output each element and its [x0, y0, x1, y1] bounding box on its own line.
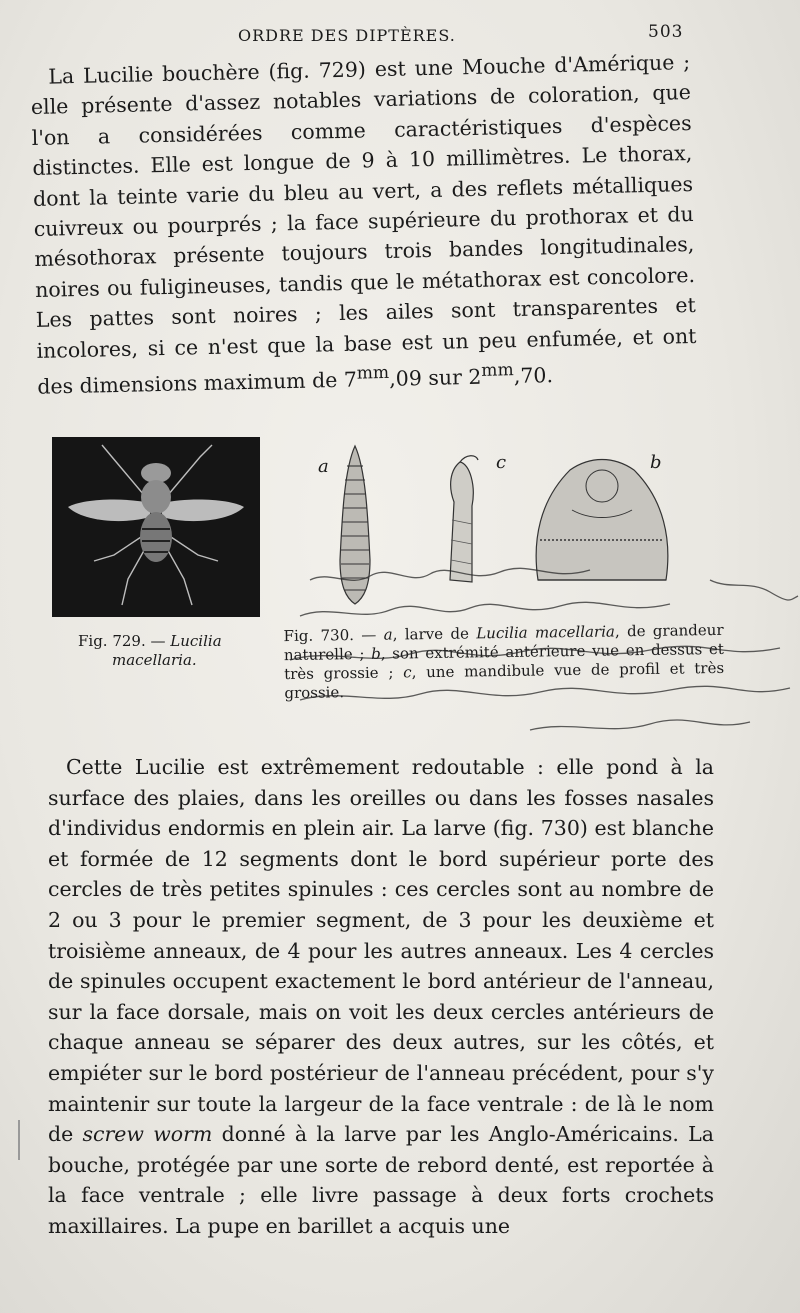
screw-worm-term: screw worm — [82, 1122, 213, 1147]
paragraph-text: ,70. — [513, 363, 554, 388]
paragraph-description — [30, 47, 698, 402]
figure-letter-b: b — [650, 452, 662, 473]
fly-illustration-icon — [52, 437, 260, 617]
caption-text: , de grandeur naturelle ; — [283, 620, 724, 665]
caption-species: Lucilia — [170, 632, 222, 650]
paragraph-text: ,09 sur 2 — [388, 364, 482, 391]
paragraph-text: Cette Lucilie est extrêmement redoutable : elle pond à la surface des plaies, dans les oreilles ou dans les fosses nasales d'individus endormis en plein air. La larve (fig. 730) est blanche et formée de 12 segments dont le bord supérieur porte des cercles de très petites spinules : ces cercles sont au nombre de 2 ou 3 pour le premier segment, de 3 pour les deuxième et troisième anneaux, de 4 pour les autres anneaux. Les 4 cercles de spinules occupent exactement le bord antérieur de l'anneau, sur la face dorsale, mais on voit les deux cercles antérieurs de chaque anneau se séparer des deux autres, sur les côtés, et empiéter sur le bord postérieur de l'anneau précédent, pour s'y maintenir sur toute la largeur de la face ventrale : de là le nom de — [48, 755, 714, 1147]
unit-superscript: mm — [481, 360, 514, 381]
caption-prefix: Fig. 730. — — [283, 625, 384, 646]
fly-photograph — [52, 437, 260, 617]
page-header — [0, 22, 800, 46]
caption-letter: b — [371, 644, 381, 663]
caption-letter: c — [403, 663, 412, 682]
figure-730-caption — [283, 621, 724, 703]
figure-729-caption — [78, 632, 268, 670]
caption-text: , une mandibule vue de profil et très grossie. — [284, 658, 725, 703]
caption-species: Lucilia macellaria — [476, 622, 616, 643]
paragraph-larva — [48, 752, 714, 1242]
page-number: 503 — [648, 22, 684, 42]
paragraph-text: La Lucilie bouchère (fig. 729) est une Mouche d'Amérique ; elle présente d'assez notables variations de coloration, que l'on a considérées comme caractéristiques d'espèces distinctes. Elle est longue de 9 à 10 millimètres. Le thorax, dont la teinte varie du bleu au vert, a des reflets métalliques cuivreux ou pourprés ; la face supérieure du prothorax et du mésothorax présente toujours trois bandes longitudinales, noires ou fuligineuses, tandis que le métathorax est concolore. Les pattes sont noires ; les ailes sont transparentes et incolores, si ce n'est que la base est un peu enfumée, et ont des dimensions maximum de 7 — [30, 50, 697, 399]
mandible-icon — [450, 456, 478, 582]
larva-icon — [340, 446, 370, 604]
caption-text: , son extrémité antérieure vue en dessus et très grossie ; — [284, 639, 724, 684]
unit-superscript: mm — [356, 362, 390, 384]
caption-text: , larve de — [392, 624, 477, 644]
running-title: ORDRE DES DIPTÈRES. — [238, 26, 456, 45]
caption-prefix: Fig. 729. — — [78, 632, 171, 650]
margin-mark — [18, 1120, 20, 1160]
caption-species: macellaria. — [112, 651, 197, 669]
larva-head-icon — [536, 460, 668, 581]
figure-letter-c: c — [496, 452, 507, 473]
figure-letter-a: a — [318, 456, 329, 477]
caption-letter: a — [383, 625, 393, 644]
paragraph-text: donné à la larve par les Anglo-Américains. La bouche, protégée par une sorte de rebord denté, est reportée à la face ventrale ; elle livre passage à deux forts crochets maxillaires. La pupe en barillet a acquis une — [48, 1122, 714, 1238]
